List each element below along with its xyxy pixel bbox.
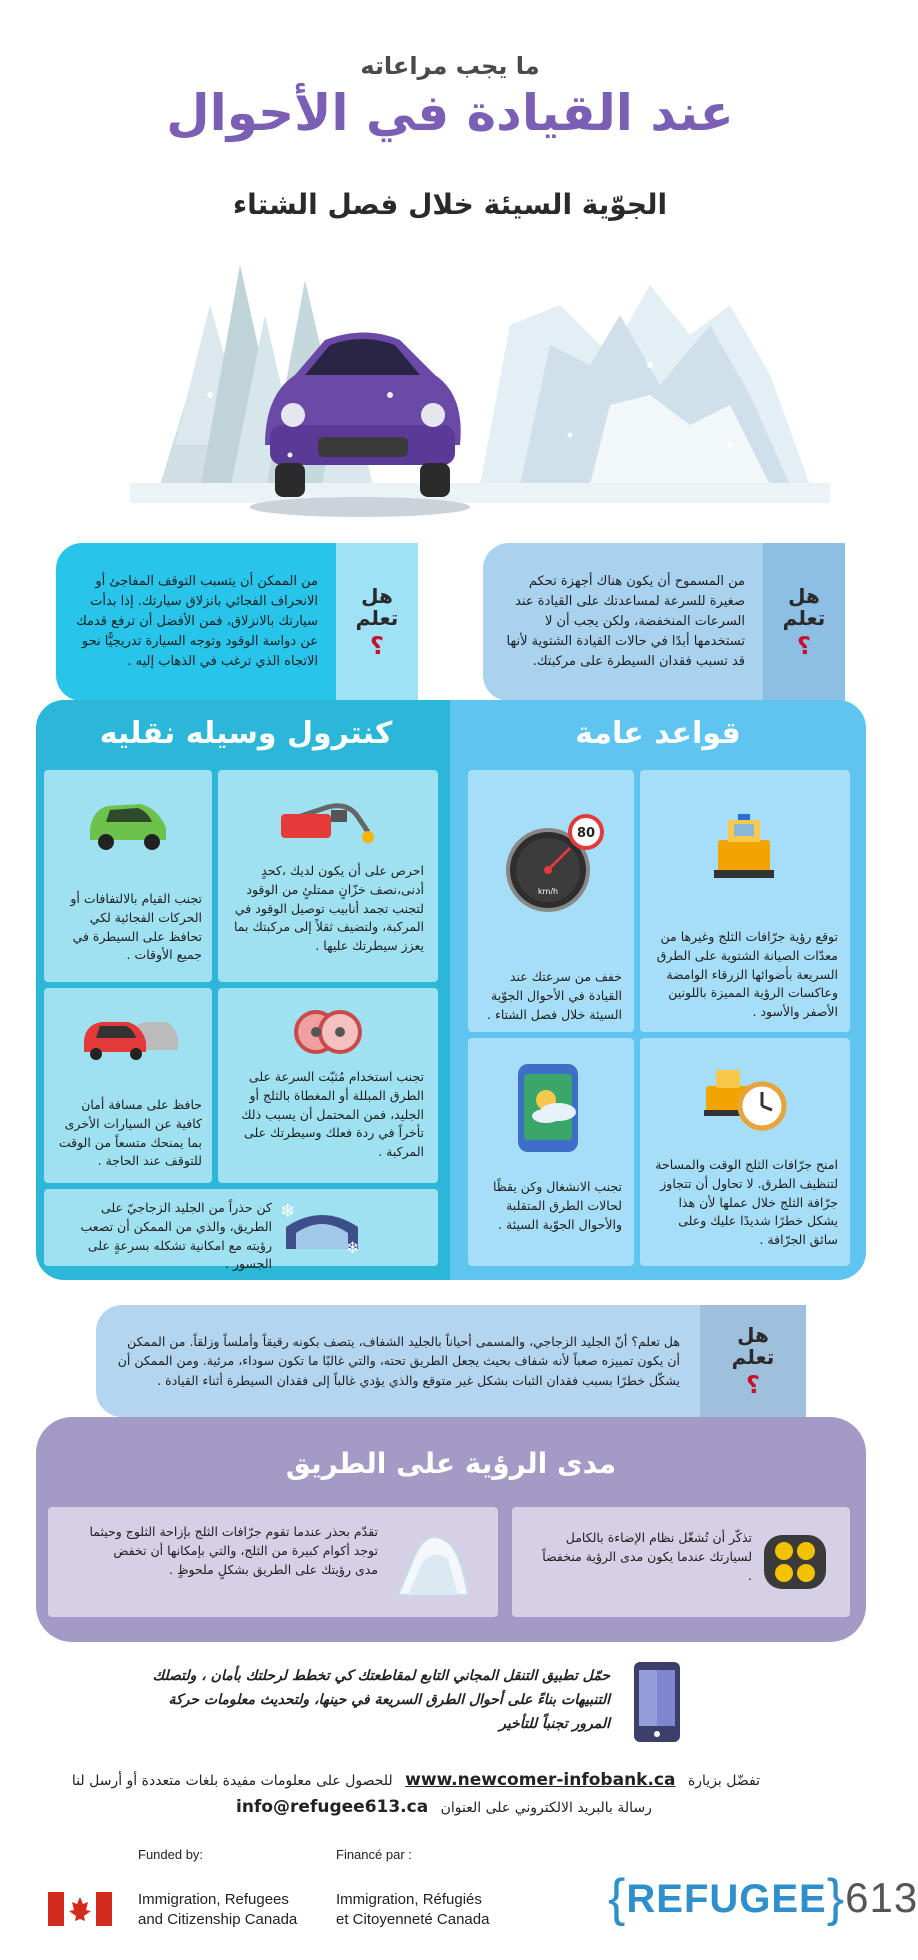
snow-pile-icon (394, 1523, 472, 1599)
did-you-know-label: هل تعلم ؟ (700, 1305, 806, 1417)
question-mark-icon: ؟ (797, 631, 811, 660)
general-rules-item-speed: km/h 80 خفف من سرعتك عند القيادة في الأحوال الجوّية السيئة خلال فصل الشتاء . (468, 770, 634, 1032)
email-line (120, 1797, 760, 1817)
vehicle-control-item-black-ice: ❄ ❄ كن حذراً من الجليد الزجاجيّ على الطريق، والذي من الممكن أن تصعب رؤيته مع امكانية تشكله بسرعةٍ على الجسور . (44, 1189, 438, 1266)
email-prefix: رسالة بالبريد الالكتروني على العنوان (440, 1800, 652, 1816)
icy-bridge-icon (276, 1197, 368, 1257)
visit-website-line (71, 1770, 760, 1790)
vehicle-control-item-maneuvers: تجنب القيام بالالتفافات أو الحركات الفجائية لكي تحافظ على السيطرة في جميع الأوقات . (44, 770, 212, 982)
visibility-item-headlights: تذكّر أن تُشغّل نظام الإضاءة بالكامل لسيارتك عندما يكون مدى الرؤية منخفضاً . (512, 1507, 850, 1617)
visit-suffix: للحصول على معلومات مفيدة بلغات متعددة أو أرسل لنا (71, 1773, 393, 1789)
green-car-icon (78, 788, 178, 858)
question-mark-icon: ؟ (746, 1370, 760, 1399)
vehicle-control-title: كنترول وسيله نقليه (99, 716, 393, 751)
cruise-control-icon (288, 1000, 368, 1060)
visibility-item-snowbanks: تقدّم بحذر عندما تقوم جرّافات الثلج بإزاحة الثلوج وحيثما توجد أكوام كبيرة من الثلج، والتي بإمكانها أن تخفض مدى رؤيتك على الطريق بشكلٍ ملحوظٍ . (48, 1507, 498, 1617)
snowplow-icon (708, 810, 780, 880)
vehicle-control-panel (36, 700, 456, 1280)
speed-limit-badge: 80 (576, 826, 596, 841)
road-visibility-panel (36, 1417, 866, 1642)
funded-by-fr: Financé par : (336, 1847, 412, 1862)
general-rules-item-snowplow: توقع رؤية جرّافات الثلج وغيرها من معدّات الصيانة الشتوية على الطرق السريعة بأضوائها الزرقاء الوامضة وعاكسات الرؤية المميزة باللونين الأصفر والأسود . (640, 770, 850, 1032)
general-rules-panel (450, 700, 866, 1280)
smartphone-icon (632, 1660, 682, 1744)
headlights-icon (760, 1529, 830, 1595)
general-rules-title: قواعد عامة (575, 716, 741, 751)
did-you-know-box-2 (56, 543, 418, 701)
vehicle-control-item-distance: حافظ على مسافة أمان كافية عن السيارات الأخرى بما يمنحك متسعاً من الوقت للتوقف عند الحاجة . (44, 988, 212, 1183)
funded-by-en: Funded by: (138, 1847, 204, 1862)
speedometer-icon (498, 810, 608, 920)
speed-unit-label: km/h (537, 887, 559, 896)
general-rules-item-plow-time: امنح جرّافات الثلج الوقت والمساحة لتنظيف الطرق. لا تحاول أن تتجاوز جرّافة الثلج خلال عملها لأن هذا يشكل خطرًا شديدًا عليك وعلى سائق الجرّافة . (640, 1038, 850, 1266)
canada-flag-icon (48, 1892, 112, 1926)
website-link[interactable]: www.newcomer-infobank.ca (405, 1770, 676, 1790)
plow-clock-icon (702, 1062, 788, 1132)
general-rules-item-distraction: تجنب الانشغال وكن يقظًا لحالات الطرق المتقلبة والأحوال الجوّية السيئة . (468, 1038, 634, 1266)
ircc-french: Immigration, Réfugiés et Citoyenneté Canada (336, 1891, 490, 1928)
did-you-know-text-3: هل تعلم؟ أنّ الجليد الزجاجي، والمسمى أحياناً بالجليد الشفاف، يتصف بكونه رقيقاً وأملساً وزلقاً. من الممكن أن يكون تمييزه صعباً لأنه شفاف بحيث يجعل الطريق تحته، والتي غالبًا ما تكون سوداء، مرئية. ومن الممكن أن يشكّل خطرًا بسبب فقدان الثبات بشكل غير متوقع والذي يؤدي غالباً إلى فقدان السيطرة أثناء القيادة . (117, 1333, 680, 1388)
svg-text:❄: ❄ (346, 1238, 360, 1257)
winter-car-illustration (90, 245, 830, 520)
header-subtitle-2: الجوّية السيئة خلال فصل الشتاء (232, 188, 668, 221)
visit-prefix: تفضّل بزيارة (687, 1773, 760, 1789)
did-you-know-text-1: من المسموح أن يكون هناك أجهزة تحكم صغيرة للسرعة لمساعدتك على القيادة عند السرعات المنخفضة، ولكن يجب أن لا تستخدمها أبدًا في حالات القيادة الشتوية لأنها قد تسبب فقدان السيطرة على مركبتك. (506, 573, 745, 670)
refugee613-logo: {REFUGEE}613 (608, 1869, 918, 1927)
ircc-english: Immigration, Refugees and Citizenship Canada (138, 1891, 298, 1928)
email-link[interactable]: info@refugee613.ca (236, 1797, 429, 1817)
fuel-nozzle-icon (273, 792, 383, 847)
header-subtitle: ما يجب مراعاته (360, 52, 540, 80)
two-cars-icon (80, 1008, 180, 1064)
vehicle-control-item-cruise: تجنب استخدام مُثبّت السرعة على الطرق المبللة أو المغطاة بالثلج أو الجليد، فمن المحتمل أن يسبب ذلك تأخراً في ردة فعلك وسيطرتك على المركبة . (218, 988, 438, 1183)
did-you-know-label: هل تعلم ؟ (336, 543, 418, 701)
svg-text:❄: ❄ (280, 1201, 296, 1222)
did-you-know-text-2: من الممكن أن يتسبب التوقف المفاجئ أو الانحراف الفجائي بانزلاق سيارتك. إذا بدأت سيارتك بالانزلاق، فمن الأفضل أن ترفع قدمك عن دواسة الوقود وتوجه السيارة تدريجيًّا نحو الاتجاه الذي ترغب في الذهاب إليه . (76, 573, 318, 670)
did-you-know-label: هل تعلم ؟ (763, 543, 845, 701)
did-you-know-box-1 (483, 543, 845, 701)
question-mark-icon: ؟ (370, 631, 384, 660)
road-visibility-title: مدى الرؤية على الطريق (285, 1447, 617, 1480)
app-promo-text: حمّل تطبيق التنقل المجاني التابع لمقاطعتك كي تخطط لرحلتك بأمان ، ولتصلك التنبيهات بناءً على أحوال الطرق السريعة في حينها، ولتحديث معلومات حركة المرور تجنباً للتأخير (152, 1668, 610, 1732)
vehicle-control-item-fuel: احرص على أن يكون لديك ،كحدٍ أدنى،نصف خزّانٍ ممتلئٍ من الوقود لتجنب تجمد أنابيب توصيل الوقود في المركبة، ولتضيف ثقلاً إلى مركبتك بما يعزز سيطرتك عليها . (218, 770, 438, 982)
did-you-know-box-3 (96, 1305, 806, 1417)
phone-weather-icon (512, 1060, 590, 1156)
page-title: عند القيادة في الأحوال (166, 84, 734, 142)
